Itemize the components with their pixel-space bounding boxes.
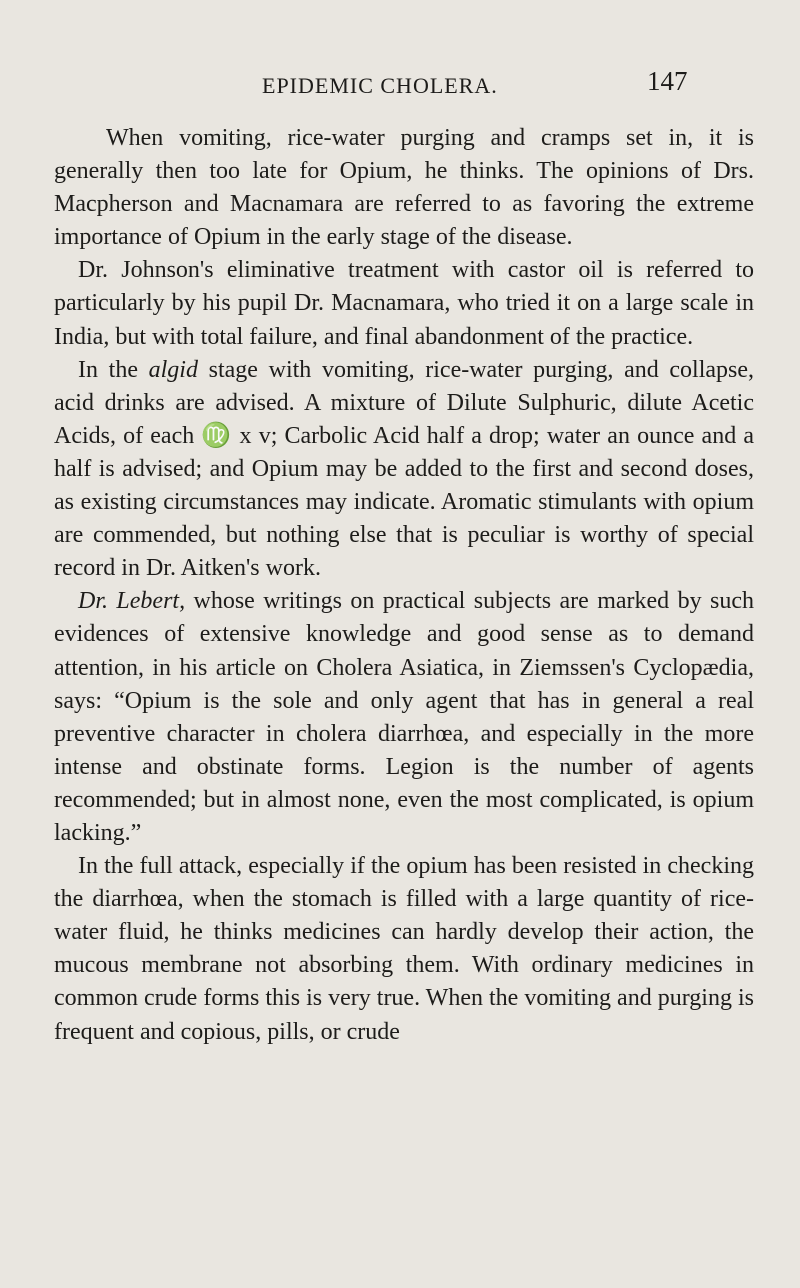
- paragraph-opium-timing: When vomiting, rice-water purging and cramps set in, it is generally then too late for Opium, he thinks. The opinions of Drs. Macpherson and Macnamara are referred to as favoring the extreme importance of Opium in the early stage of the disease.: [54, 125, 754, 251]
- paragraph-algid-stage: [54, 354, 754, 586]
- body-text: [54, 122, 754, 1049]
- paragraph-full-attack: In the full attack, especially if the opium has been resisted in checking the diarrhœa, when the stomach is filled with a large quantity of rice-water fluid, he thinks medicines can hardly develop their action, the mucous membrane not absorbing them. With ordinary medicines in common crude forms this is very true. When the vomiting and purging is frequent and copious, pills, or crude: [54, 853, 754, 1045]
- running-title: EPIDEMIC CHOLERA.: [262, 73, 498, 98]
- paragraph-lebert-post: whose writings on practical subjects are marked by such evidences of extensive knowledge and good sense as to demand attention, in his article on Cholera Asiatica, in Ziemssen's Cyclopædia, says: “Opium is the sole and only agent that has in general a real preventive character in cholera diarrhœa, and especially in the more intense and obstinate forms. Legion is the number of agents recommended; but in almost none, even the most complicated, is opium lacking.”: [54, 588, 755, 846]
- term-algid: algid: [148, 356, 198, 383]
- paragraph-lebert: [54, 585, 754, 850]
- page-number: 147: [647, 66, 688, 96]
- paragraph-algid-post: stage with vomiting, rice-water purging, and collapse, acid drinks are advised. A mixture of Dilute Sulphuric, dilute Acetic Acids, of each ♍ x v; Carbolic Acid half a drop; water an ounce and a half is advised; and Opium may be added to the first and second doses, as existing circumstances may indicate. Aromatic stimulants with opium are commended, but nothing else that is peculiar is worthy of special record in Dr. Aitken's work.: [54, 356, 755, 582]
- author-lebert: Dr. Lebert,: [78, 588, 186, 615]
- paragraph-johnson-treatment: Dr. Johnson's eliminative treatment with castor oil is referred to particularly by his pupil Dr. Macnamara, who tried it on a large scale in India, but with total failure, and final abandonment of the practice.: [54, 257, 754, 350]
- paragraph-algid-pre: In the: [78, 356, 149, 383]
